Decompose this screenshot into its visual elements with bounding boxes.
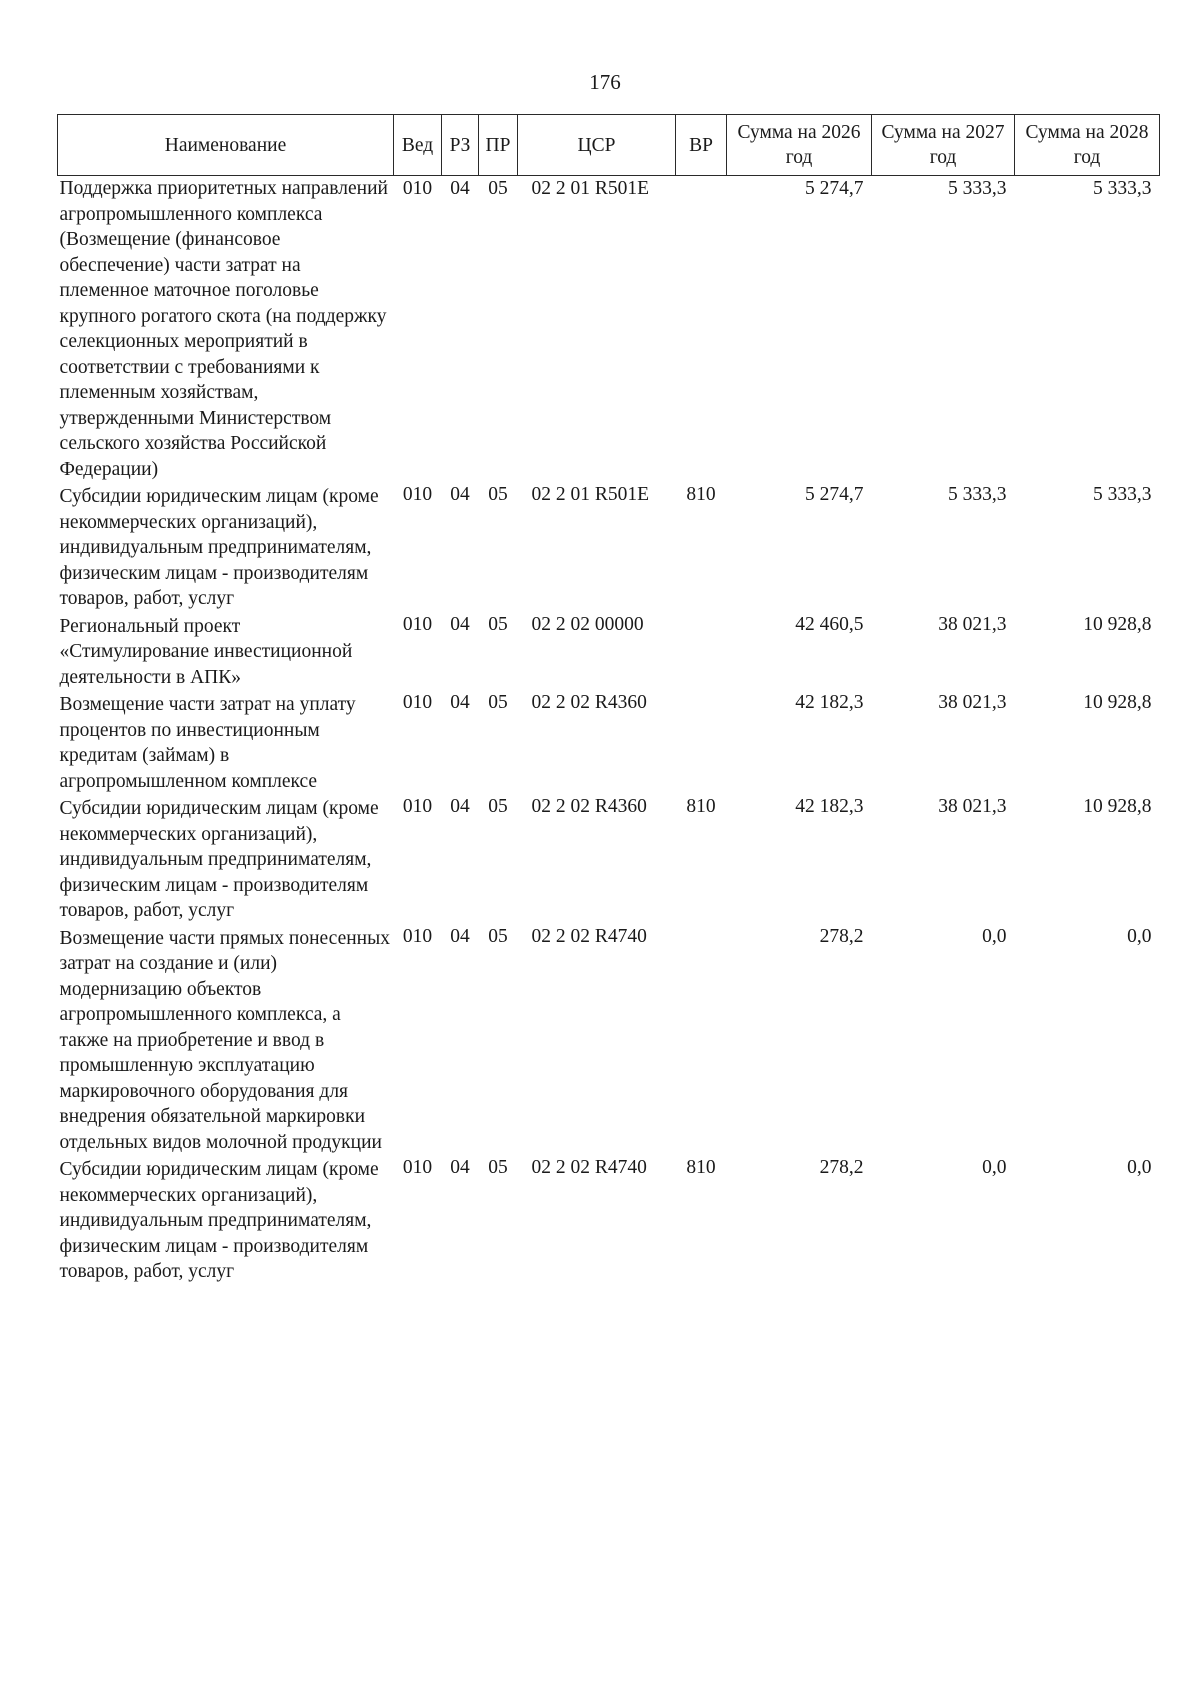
row-name: Поддержка приоритетных направлений агропромышленного комплекса (Возмещение (финансовое обеспечение) части затрат на племенное маточное поголовье крупного рогатого скота (на поддержку селекционных мероприятий в соответствии с требованиями к племенным хозяйствам, утвержденными Министерством сельского хозяйства Российской Федерации) [59, 178, 388, 480]
row-pr: 05 [488, 692, 508, 713]
table-row [58, 1155, 1160, 1285]
budget-table [57, 114, 1160, 1285]
row-sum-2027: 5 333,3 [948, 178, 1007, 199]
table-header [58, 115, 1160, 176]
row-csr: 02 2 01 R501E [531, 178, 650, 199]
row-sum-2027: 38 021,3 [938, 692, 1007, 713]
row-rz: 04 [450, 1157, 470, 1178]
row-vr: 810 [686, 484, 716, 505]
row-ved: 010 [402, 1157, 433, 1178]
row-sum-2028: 5 333,3 [1093, 484, 1152, 505]
row-sum-2027: 0,0 [982, 925, 1007, 947]
row-sum-2026: 5 274,7 [805, 178, 864, 199]
row-sum-2028: 10 928,8 [1083, 796, 1152, 817]
row-rz: 04 [450, 925, 470, 947]
row-pr: 05 [488, 796, 508, 817]
row-csr: 02 2 01 R501E [531, 484, 650, 505]
row-vr [676, 176, 727, 483]
row-name: Субсидии юридическим лицам (кроме некоммерческих организаций), индивидуальным предпринимателям, физическим лицам - производителям товаров, работ, услуг [59, 798, 379, 921]
row-vr: 810 [686, 796, 716, 817]
row-ved: 010 [402, 484, 433, 505]
row-pr: 05 [488, 1157, 508, 1178]
row-pr: 05 [488, 925, 508, 947]
row-sum-2028: 0,0 [1127, 925, 1152, 947]
header-vr: ВР [676, 115, 727, 176]
header-csr: ЦСР [518, 115, 676, 176]
row-sum-2028: 10 928,8 [1083, 613, 1152, 635]
row-sum-2026: 42 460,5 [795, 613, 864, 635]
header-sum-2028: Сумма на 2028 год [1015, 115, 1160, 176]
row-csr: 02 2 02 R4740 [531, 925, 647, 947]
row-sum-2026: 278,2 [819, 925, 864, 947]
row-csr: 02 2 02 R4360 [531, 796, 647, 817]
row-ved: 010 [402, 178, 433, 199]
row-name: Возмещение части затрат на уплату процентов по инвестиционным кредитам (займам) в агропромышленном комплексе [59, 694, 356, 792]
row-ved: 010 [402, 796, 433, 817]
row-rz: 04 [450, 484, 470, 505]
row-sum-2027: 5 333,3 [948, 484, 1007, 505]
row-sum-2026: 42 182,3 [795, 692, 864, 713]
row-csr: 02 2 02 R4360 [531, 692, 647, 713]
row-pr: 05 [488, 178, 508, 199]
row-sum-2026: 5 274,7 [805, 484, 864, 505]
table-row [58, 794, 1160, 924]
row-vr [676, 924, 727, 1156]
row-sum-2028: 10 928,8 [1083, 692, 1152, 713]
row-ved: 010 [402, 692, 433, 713]
header-row [58, 115, 1160, 176]
header-ved: Вед [394, 115, 442, 176]
row-rz: 04 [450, 613, 470, 635]
row-rz: 04 [450, 178, 470, 199]
row-pr: 05 [488, 613, 508, 635]
row-rz: 04 [450, 796, 470, 817]
row-sum-2026: 278,2 [819, 1157, 864, 1178]
row-ved: 010 [402, 925, 433, 947]
row-name: Субсидии юридическим лицам (кроме некоммерческих организаций), индивидуальным предпринимателям, физическим лицам - производителям товаров, работ, услуг [59, 1159, 379, 1282]
header-pr: ПР [479, 115, 518, 176]
header-sum-2027: Сумма на 2027 год [872, 115, 1015, 176]
row-csr: 02 2 02 R4740 [531, 1157, 647, 1178]
row-name: Субсидии юридическим лицам (кроме некоммерческих организаций), индивидуальным предпринимателям, физическим лицам - производителям товаров, работ, услуг [59, 486, 379, 609]
row-csr: 02 2 02 00000 [531, 613, 644, 635]
table-row [58, 176, 1160, 483]
row-name: Региональный проект «Стимулирование инвестиционной деятельности в АПК» [59, 615, 353, 688]
row-ved: 010 [402, 613, 433, 635]
header-rz: РЗ [442, 115, 479, 176]
table-body [58, 176, 1160, 1285]
table-row [58, 924, 1160, 1156]
row-vr [676, 612, 727, 691]
header-name: Наименование [58, 115, 394, 176]
row-sum-2028: 0,0 [1127, 1157, 1152, 1178]
row-rz: 04 [450, 692, 470, 713]
row-sum-2028: 5 333,3 [1093, 178, 1152, 199]
row-sum-2027: 38 021,3 [938, 796, 1007, 817]
row-vr [676, 690, 727, 794]
table-row [58, 612, 1160, 691]
header-sum-2026: Сумма на 2026 год [727, 115, 872, 176]
row-sum-2026: 42 182,3 [795, 796, 864, 817]
table-row [58, 690, 1160, 794]
row-sum-2027: 38 021,3 [938, 613, 1007, 635]
row-pr: 05 [488, 484, 508, 505]
page-number: 176 [589, 70, 621, 94]
row-name: Возмещение части прямых понесенных затрат на создание и (или) модернизацию объектов агропромышленного комплекса, а также на приобретение и ввод в промышленную эксплуатацию маркировочного оборудования для внедрения обязательной маркировки отдельных видов молочной продукции [59, 927, 390, 1153]
table-row [58, 482, 1160, 612]
row-sum-2027: 0,0 [982, 1157, 1007, 1178]
row-vr: 810 [686, 1157, 716, 1178]
